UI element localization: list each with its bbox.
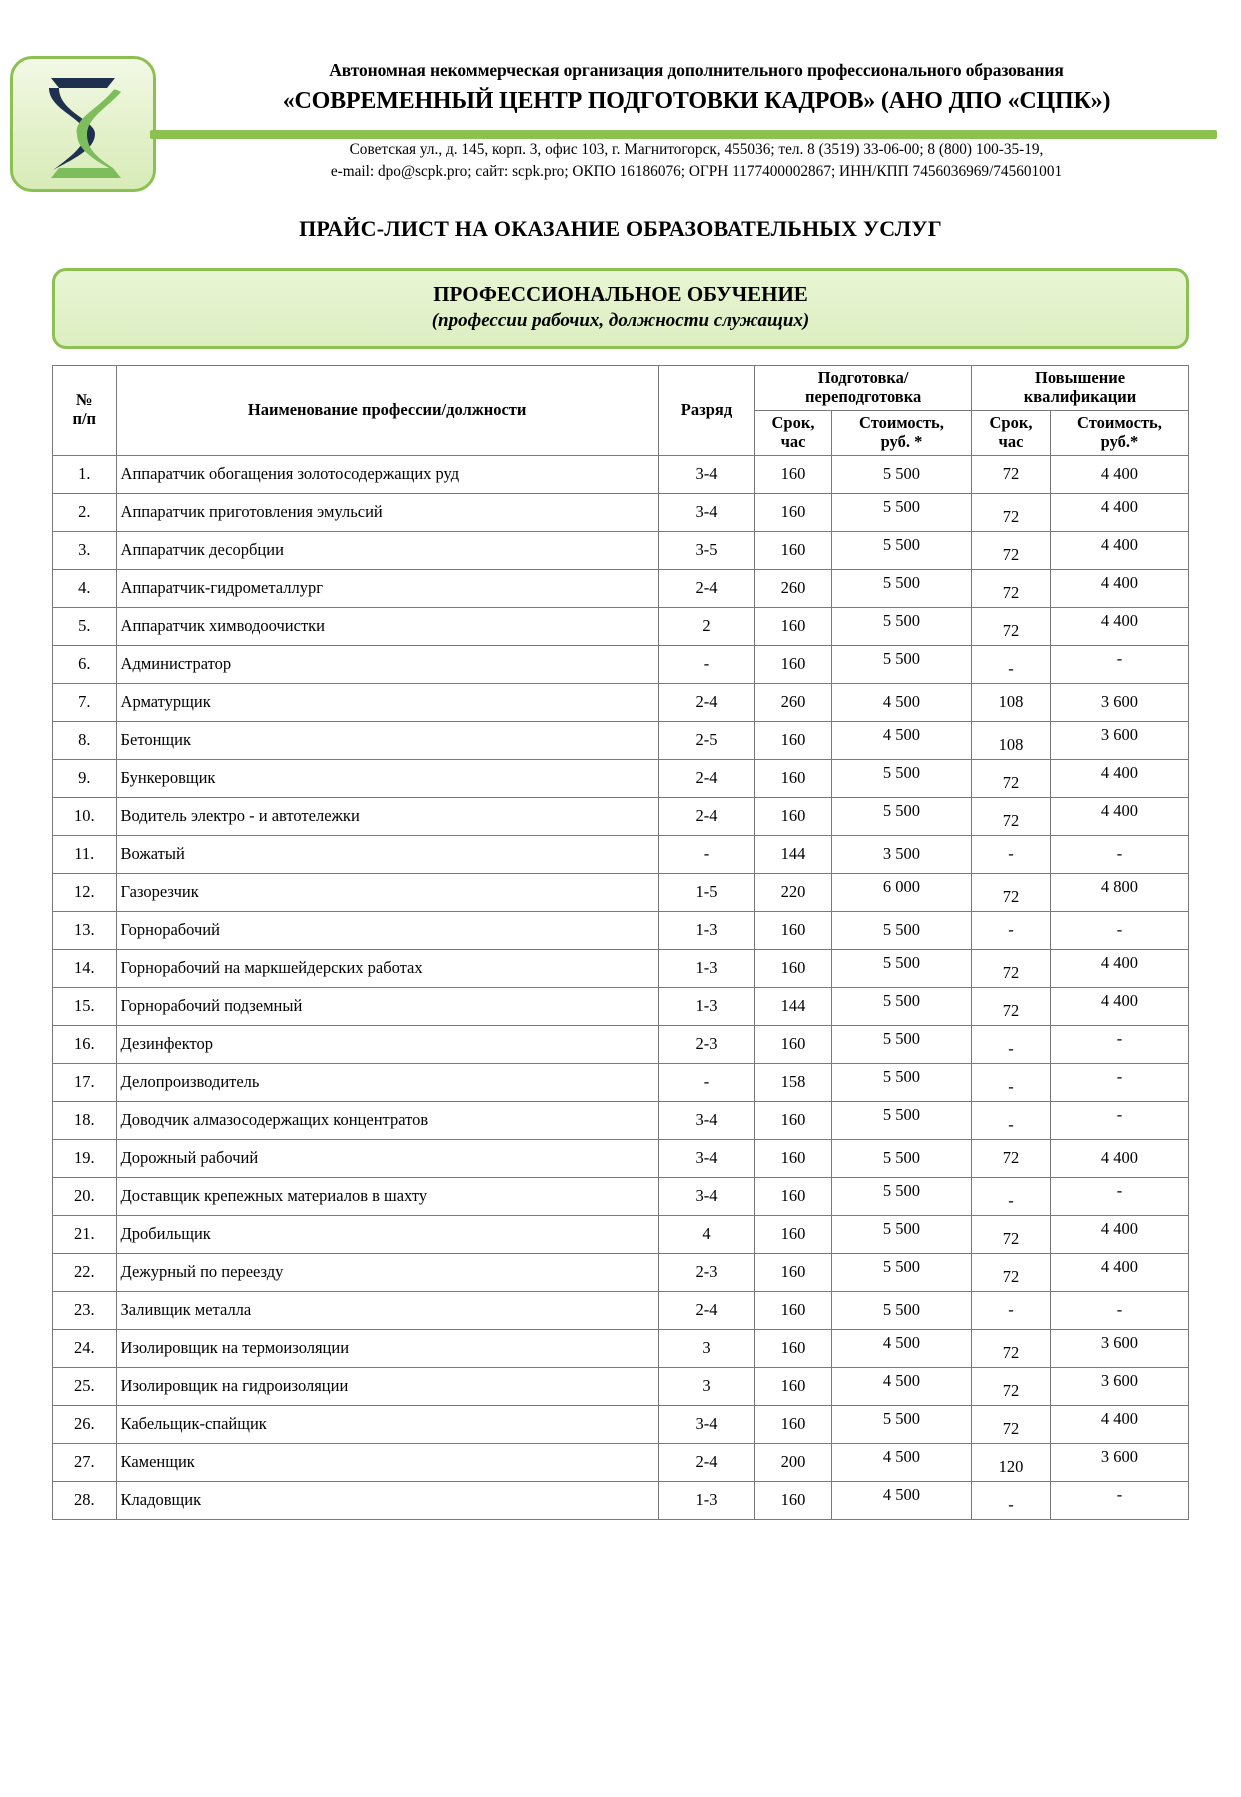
row-srok-qual: 108 <box>972 683 1051 721</box>
row-srok-qual: - <box>972 1177 1051 1215</box>
row-profession: Дробильщик <box>116 1215 658 1253</box>
row-srok-prep: 160 <box>755 1101 832 1139</box>
row-srok-prep: 160 <box>755 949 832 987</box>
row-cost-prep: 4 500 <box>831 721 971 759</box>
row-cost-prep: 4 500 <box>831 683 971 721</box>
row-number: 5. <box>53 607 117 645</box>
row-razryad: 2-4 <box>658 1443 754 1481</box>
row-number: 20. <box>53 1177 117 1215</box>
row-number: 3. <box>53 531 117 569</box>
row-srok-qual: 72 <box>972 987 1051 1025</box>
table-row <box>53 1329 1189 1367</box>
row-srok-prep: 160 <box>755 797 832 835</box>
row-srok-qual: 72 <box>972 455 1051 493</box>
row-srok-prep: 160 <box>755 1215 832 1253</box>
row-srok-prep: 160 <box>755 1025 832 1063</box>
row-cost-prep: 5 500 <box>831 759 971 797</box>
row-cost-prep: 5 500 <box>831 1291 971 1329</box>
section-banner-subtitle: (профессии рабочих, должности служащих) <box>431 310 810 332</box>
row-cost-prep: 4 500 <box>831 1367 971 1405</box>
header-group-preparation-line2: переподготовка <box>805 386 922 406</box>
row-cost-qual: - <box>1050 645 1188 683</box>
row-number: 13. <box>53 911 117 949</box>
row-profession: Газорезчик <box>116 873 658 911</box>
header-cost-prep-line2: руб. * <box>880 431 923 451</box>
row-razryad: 3-4 <box>658 1177 754 1215</box>
table-row <box>53 1101 1189 1139</box>
table-row <box>53 493 1189 531</box>
row-cost-qual: 4 400 <box>1050 759 1188 797</box>
row-cost-qual: 4 400 <box>1050 1215 1188 1253</box>
row-cost-prep: 6 000 <box>831 873 971 911</box>
row-razryad: 3-4 <box>658 1101 754 1139</box>
row-srok-qual: 72 <box>972 1215 1051 1253</box>
row-srok-qual: 72 <box>972 1253 1051 1291</box>
header-number-line1: № <box>75 390 93 410</box>
row-number: 12. <box>53 873 117 911</box>
row-profession: Бетонщик <box>116 721 658 759</box>
row-number: 15. <box>53 987 117 1025</box>
table-row <box>53 1215 1189 1253</box>
row-srok-qual: 72 <box>972 797 1051 835</box>
table-row <box>53 645 1189 683</box>
hourglass-logo-icon <box>29 68 137 180</box>
letterhead <box>0 42 1241 192</box>
row-srok-prep: 160 <box>755 455 832 493</box>
row-number: 16. <box>53 1025 117 1063</box>
row-profession: Администратор <box>116 645 658 683</box>
row-profession: Заливщик металла <box>116 1291 658 1329</box>
header-cell-cost-qualification <box>1050 410 1188 455</box>
header-group-qualification <box>972 365 1189 410</box>
table-row <box>53 607 1189 645</box>
table-row <box>53 455 1189 493</box>
row-razryad: 2-3 <box>658 1025 754 1063</box>
row-srok-prep: 160 <box>755 607 832 645</box>
row-razryad: 2 <box>658 607 754 645</box>
row-number: 27. <box>53 1443 117 1481</box>
row-srok-qual: - <box>972 1291 1051 1329</box>
row-number: 21. <box>53 1215 117 1253</box>
row-srok-qual: 72 <box>972 949 1051 987</box>
table-row <box>53 1139 1189 1177</box>
header-number-line2: п/п <box>72 409 97 429</box>
row-cost-prep: 5 500 <box>831 1177 971 1215</box>
row-srok-qual: 72 <box>972 531 1051 569</box>
row-number: 4. <box>53 569 117 607</box>
row-srok-prep: 160 <box>755 493 832 531</box>
row-cost-qual: - <box>1050 1101 1188 1139</box>
row-cost-qual: - <box>1050 835 1188 873</box>
row-razryad: 3-4 <box>658 1139 754 1177</box>
row-profession: Аппаратчик химводоочистки <box>116 607 658 645</box>
row-profession: Горнорабочий подземный <box>116 987 658 1025</box>
row-profession: Каменщик <box>116 1443 658 1481</box>
row-srok-qual: 72 <box>972 493 1051 531</box>
row-razryad: 3 <box>658 1367 754 1405</box>
header-cost-prep-line1: Стоимость, <box>859 412 944 432</box>
row-profession: Горнорабочий на маркшейдерских работах <box>116 949 658 987</box>
organization-type: Автономная некоммерческая организация дополнительного профессионального образования <box>329 60 1064 80</box>
table-header-row-1 <box>53 365 1189 410</box>
row-profession: Вожатый <box>116 835 658 873</box>
header-group-qualification-line2: квалификации <box>1023 386 1137 406</box>
row-srok-prep: 160 <box>755 1139 832 1177</box>
row-razryad: 3 <box>658 1329 754 1367</box>
row-number: 9. <box>53 759 117 797</box>
row-razryad: 1-3 <box>658 1481 754 1519</box>
row-cost-prep: 5 500 <box>831 1253 971 1291</box>
row-srok-qual: 72 <box>972 759 1051 797</box>
row-number: 7. <box>53 683 117 721</box>
table-row <box>53 1025 1189 1063</box>
row-number: 1. <box>53 455 117 493</box>
row-cost-qual: 4 400 <box>1050 455 1188 493</box>
page-title: ПРАЙС-ЛИСТ НА ОКАЗАНИЕ ОБРАЗОВАТЕЛЬНЫХ УСЛУГ <box>299 216 942 241</box>
row-srok-qual: - <box>972 1025 1051 1063</box>
row-cost-prep: 5 500 <box>831 911 971 949</box>
row-srok-prep: 260 <box>755 569 832 607</box>
row-cost-qual: 3 600 <box>1050 1443 1188 1481</box>
row-srok-qual: 72 <box>972 569 1051 607</box>
row-number: 10. <box>53 797 117 835</box>
row-number: 18. <box>53 1101 117 1139</box>
row-profession: Делопроизводитель <box>116 1063 658 1101</box>
row-srok-qual: - <box>972 1481 1051 1519</box>
row-profession: Кладовщик <box>116 1481 658 1519</box>
table-row <box>53 873 1189 911</box>
row-cost-prep: 5 500 <box>831 1063 971 1101</box>
row-cost-prep: 5 500 <box>831 531 971 569</box>
row-cost-qual: 4 400 <box>1050 987 1188 1025</box>
row-srok-qual: - <box>972 645 1051 683</box>
table-row <box>53 1443 1189 1481</box>
row-srok-qual: 72 <box>972 607 1051 645</box>
header-cell-srok-preparation <box>755 410 832 455</box>
row-number: 11. <box>53 835 117 873</box>
row-srok-prep: 160 <box>755 759 832 797</box>
row-razryad: 2-4 <box>658 569 754 607</box>
row-cost-qual: - <box>1050 1063 1188 1101</box>
row-profession: Дежурный по переезду <box>116 1253 658 1291</box>
row-razryad: - <box>658 1063 754 1101</box>
section-banner <box>52 268 1189 349</box>
row-srok-prep: 160 <box>755 1329 832 1367</box>
table-row <box>53 531 1189 569</box>
header-cell-number <box>53 365 117 455</box>
row-profession: Доводчик алмазосодержащих концентратов <box>116 1101 658 1139</box>
table-row <box>53 949 1189 987</box>
row-number: 19. <box>53 1139 117 1177</box>
contact-address-phone: Советская ул., д. 145, корп. 3, офис 103, г. Магнитогорск, 455036; тел. 8 (3519) 33-06-00; 8 (800) 100-35-19, <box>349 141 1044 158</box>
row-cost-qual: 4 400 <box>1050 797 1188 835</box>
row-srok-qual: - <box>972 911 1051 949</box>
table-row <box>53 721 1189 759</box>
row-cost-qual: - <box>1050 1291 1188 1329</box>
row-srok-prep: 144 <box>755 987 832 1025</box>
header-cost-qual-line1: Стоимость, <box>1077 412 1162 432</box>
row-razryad: 2-4 <box>658 759 754 797</box>
row-srok-qual: 72 <box>972 1405 1051 1443</box>
row-cost-qual: 3 600 <box>1050 721 1188 759</box>
row-number: 17. <box>53 1063 117 1101</box>
price-table-body <box>53 455 1189 1519</box>
row-number: 22. <box>53 1253 117 1291</box>
table-row <box>53 987 1189 1025</box>
row-profession: Кабельщик-спайщик <box>116 1405 658 1443</box>
row-cost-qual: 3 600 <box>1050 1367 1188 1405</box>
row-srok-qual: 108 <box>972 721 1051 759</box>
header-srok-qual-line1: Срок, <box>989 412 1033 432</box>
row-profession: Аппаратчик-гидрометаллург <box>116 569 658 607</box>
row-profession: Дезинфектор <box>116 1025 658 1063</box>
row-razryad: 1-3 <box>658 987 754 1025</box>
header-cell-profession-name: Наименование профессии/должности <box>116 365 658 455</box>
row-cost-qual: 4 400 <box>1050 493 1188 531</box>
row-cost-qual: - <box>1050 1177 1188 1215</box>
row-cost-qual: - <box>1050 1481 1188 1519</box>
row-cost-qual: 4 800 <box>1050 873 1188 911</box>
row-cost-prep: 4 500 <box>831 1481 971 1519</box>
row-cost-prep: 4 500 <box>831 1443 971 1481</box>
row-profession: Изолировщик на гидроизоляции <box>116 1367 658 1405</box>
row-number: 26. <box>53 1405 117 1443</box>
row-profession: Бункеровщик <box>116 759 658 797</box>
header-accent-bar <box>150 130 1217 139</box>
header-group-preparation <box>755 365 972 410</box>
row-cost-prep: 5 500 <box>831 1025 971 1063</box>
row-srok-prep: 160 <box>755 911 832 949</box>
row-srok-prep: 260 <box>755 683 832 721</box>
row-cost-prep: 5 500 <box>831 987 971 1025</box>
row-cost-qual: 4 400 <box>1050 949 1188 987</box>
row-razryad: 3-4 <box>658 455 754 493</box>
row-number: 8. <box>53 721 117 759</box>
row-cost-qual: 4 400 <box>1050 1405 1188 1443</box>
price-table-head <box>53 365 1189 455</box>
table-row <box>53 1367 1189 1405</box>
row-razryad: 3-4 <box>658 1405 754 1443</box>
header-cell-cost-preparation <box>831 410 971 455</box>
row-cost-prep: 5 500 <box>831 455 971 493</box>
row-cost-qual: - <box>1050 1025 1188 1063</box>
row-cost-prep: 4 500 <box>831 1329 971 1367</box>
price-table-container <box>52 365 1189 1520</box>
row-srok-prep: 160 <box>755 531 832 569</box>
header-group-preparation-line1: Подготовка/ <box>817 367 909 387</box>
row-number: 23. <box>53 1291 117 1329</box>
row-profession: Аппаратчик десорбции <box>116 531 658 569</box>
row-srok-qual: 72 <box>972 1139 1051 1177</box>
row-number: 25. <box>53 1367 117 1405</box>
row-cost-prep: 5 500 <box>831 569 971 607</box>
table-row <box>53 569 1189 607</box>
row-razryad: 1-3 <box>658 949 754 987</box>
row-cost-prep: 5 500 <box>831 607 971 645</box>
row-srok-prep: 160 <box>755 1177 832 1215</box>
table-row <box>53 1063 1189 1101</box>
row-profession: Арматурщик <box>116 683 658 721</box>
row-cost-prep: 5 500 <box>831 1215 971 1253</box>
table-row <box>53 1291 1189 1329</box>
header-srok-qual-line2: час <box>998 431 1024 451</box>
row-razryad: 2-4 <box>658 797 754 835</box>
row-cost-qual: 4 400 <box>1050 1253 1188 1291</box>
row-cost-prep: 5 500 <box>831 645 971 683</box>
row-profession: Дорожный рабочий <box>116 1139 658 1177</box>
row-srok-prep: 160 <box>755 1481 832 1519</box>
row-srok-qual: 72 <box>972 1329 1051 1367</box>
row-cost-prep: 5 500 <box>831 1405 971 1443</box>
row-razryad: 2-3 <box>658 1253 754 1291</box>
row-cost-prep: 5 500 <box>831 797 971 835</box>
row-srok-prep: 160 <box>755 645 832 683</box>
row-cost-qual: 4 400 <box>1050 1139 1188 1177</box>
row-cost-prep: 5 500 <box>831 1139 971 1177</box>
row-profession: Аппаратчик приготовления эмульсий <box>116 493 658 531</box>
table-row <box>53 683 1189 721</box>
row-cost-qual: 4 400 <box>1050 531 1188 569</box>
table-row <box>53 797 1189 835</box>
row-razryad: 1-5 <box>658 873 754 911</box>
organization-contacts <box>172 139 1221 183</box>
row-razryad: 2-4 <box>658 1291 754 1329</box>
row-srok-prep: 160 <box>755 1367 832 1405</box>
header-srok-prep-line1: Срок, <box>771 412 815 432</box>
row-srok-qual: 72 <box>972 873 1051 911</box>
header-group-qualification-line1: Повышение <box>1035 367 1126 387</box>
row-cost-qual: 3 600 <box>1050 1329 1188 1367</box>
row-cost-prep: 5 500 <box>831 949 971 987</box>
organization-logo <box>10 56 156 192</box>
table-row <box>53 1253 1189 1291</box>
row-profession: Водитель электро - и автотележки <box>116 797 658 835</box>
row-number: 2. <box>53 493 117 531</box>
row-number: 14. <box>53 949 117 987</box>
row-cost-qual: 3 600 <box>1050 683 1188 721</box>
row-srok-prep: 160 <box>755 1253 832 1291</box>
table-row <box>53 759 1189 797</box>
organization-title: «СОВРЕМЕННЫЙ ЦЕНТР ПОДГОТОВКИ КАДРОВ» (АНО ДПО «СЦПК») <box>282 87 1111 114</box>
row-profession: Изолировщик на термоизоляции <box>116 1329 658 1367</box>
table-row <box>53 835 1189 873</box>
row-srok-prep: 160 <box>755 1291 832 1329</box>
row-razryad: 2-5 <box>658 721 754 759</box>
table-row <box>53 1481 1189 1519</box>
row-srok-prep: 160 <box>755 721 832 759</box>
row-profession: Горнорабочий <box>116 911 658 949</box>
row-srok-qual: 120 <box>972 1443 1051 1481</box>
table-row <box>53 911 1189 949</box>
row-number: 28. <box>53 1481 117 1519</box>
header-cell-srok-qualification <box>972 410 1051 455</box>
table-row <box>53 1405 1189 1443</box>
row-profession: Аппаратчик обогащения золотосодержащих руд <box>116 455 658 493</box>
row-razryad: 3-5 <box>658 531 754 569</box>
row-profession: Доставщик крепежных материалов в шахту <box>116 1177 658 1215</box>
row-razryad: 3-4 <box>658 493 754 531</box>
contact-email-registry: e-mail: dpo@scpk.pro; сайт: scpk.pro; ОКПО 16186076; ОГРН 1177400002867; ИНН/КПП 7456036969/745601001 <box>330 163 1063 181</box>
row-cost-prep: 5 500 <box>831 1101 971 1139</box>
row-srok-qual: 72 <box>972 1367 1051 1405</box>
row-cost-qual: - <box>1050 911 1188 949</box>
header-cost-qual-line2: руб.* <box>1100 431 1139 451</box>
organization-name-block <box>172 60 1221 117</box>
row-srok-prep: 158 <box>755 1063 832 1101</box>
row-srok-qual: - <box>972 1063 1051 1101</box>
row-srok-qual: - <box>972 1101 1051 1139</box>
row-cost-qual: 4 400 <box>1050 607 1188 645</box>
row-srok-qual: - <box>972 835 1051 873</box>
table-row <box>53 1177 1189 1215</box>
header-srok-prep-line2: час <box>780 431 806 451</box>
row-srok-prep: 220 <box>755 873 832 911</box>
price-table <box>52 365 1189 1520</box>
row-razryad: - <box>658 645 754 683</box>
row-razryad: - <box>658 835 754 873</box>
row-cost-prep: 3 500 <box>831 835 971 873</box>
row-razryad: 1-3 <box>658 911 754 949</box>
header-cell-razryad: Разряд <box>658 365 754 455</box>
row-number: 6. <box>53 645 117 683</box>
row-number: 24. <box>53 1329 117 1367</box>
row-srok-prep: 200 <box>755 1443 832 1481</box>
row-cost-qual: 4 400 <box>1050 569 1188 607</box>
row-razryad: 2-4 <box>658 683 754 721</box>
row-razryad: 4 <box>658 1215 754 1253</box>
section-banner-title: ПРОФЕССИОНАЛЬНОЕ ОБУЧЕНИЕ <box>433 282 808 306</box>
row-srok-prep: 160 <box>755 1405 832 1443</box>
row-srok-prep: 144 <box>755 835 832 873</box>
row-cost-prep: 5 500 <box>831 493 971 531</box>
